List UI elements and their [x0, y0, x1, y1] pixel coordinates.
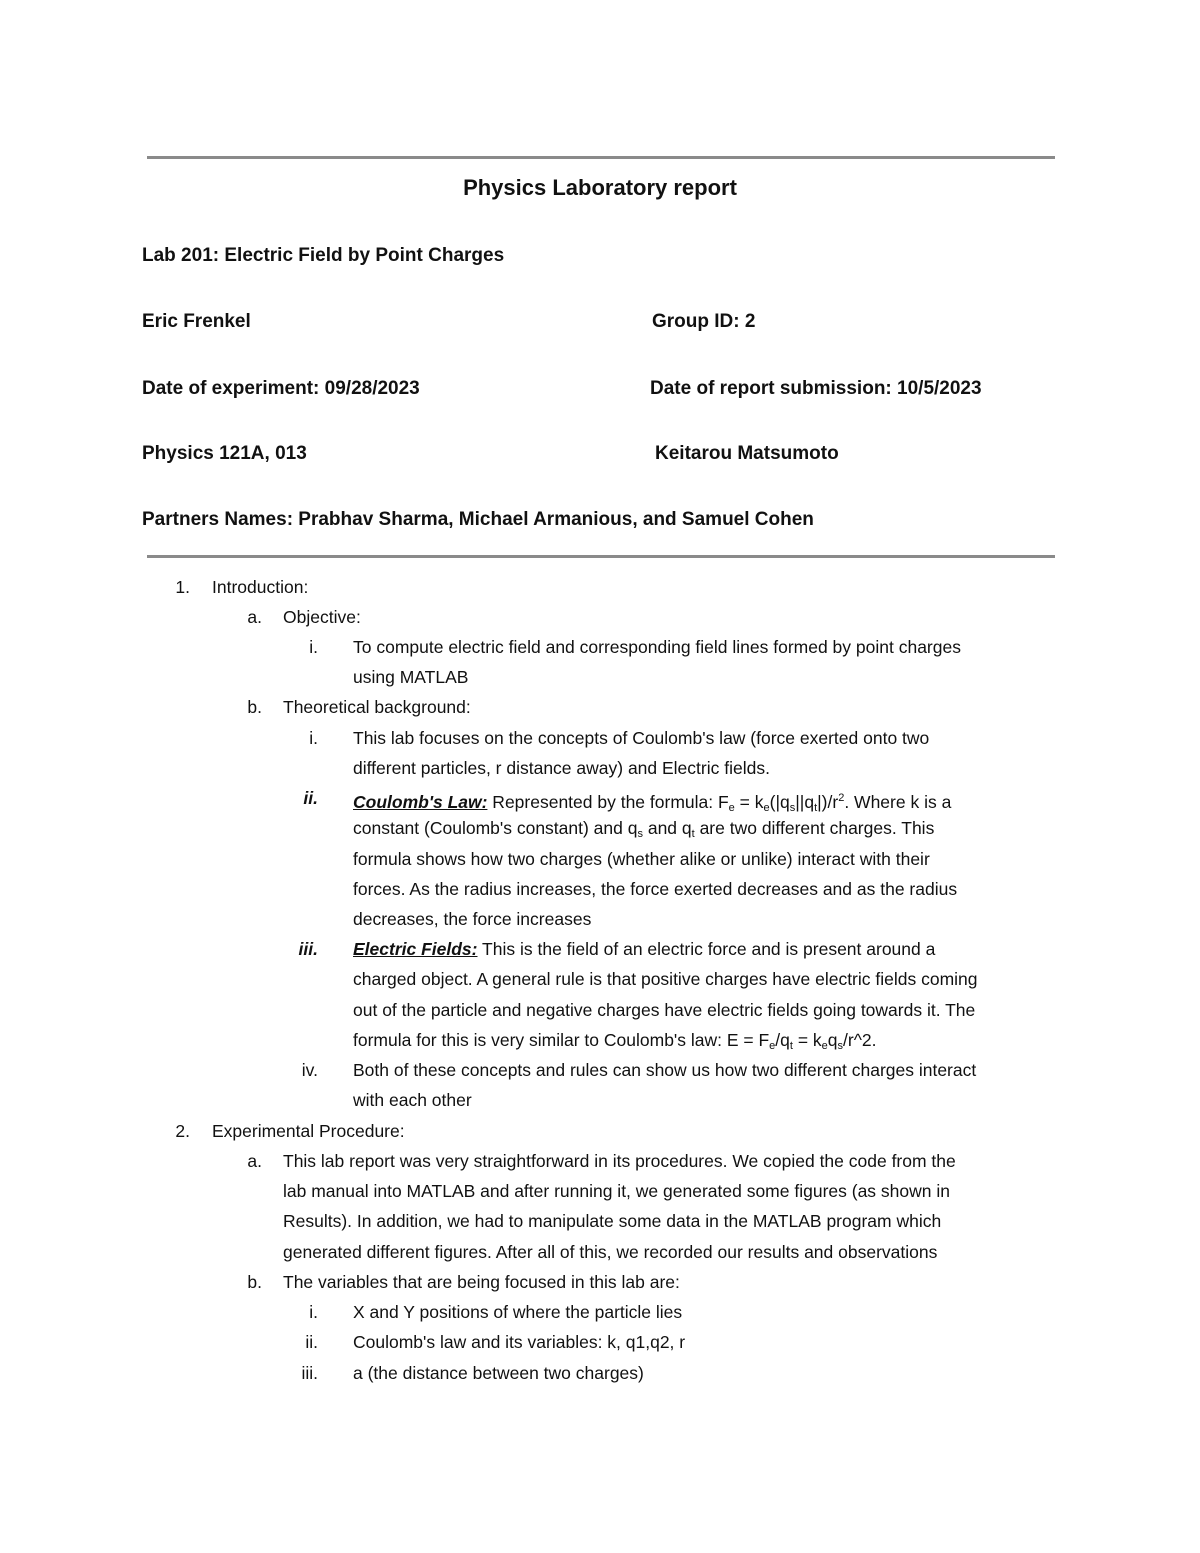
list-item-text: generated different figures. After all of this, we recorded our results and observations: [283, 1242, 938, 1262]
list-item-text: using MATLAB: [353, 667, 469, 687]
formula-text: (|q: [769, 792, 790, 812]
list-letter: b.: [247, 1272, 262, 1292]
student-name: Eric Frenkel: [142, 311, 251, 332]
list-item-text: This lab focuses on the concepts of Coulomb's law (force exerted onto two: [353, 728, 930, 748]
list-item-text: Coulomb's law and its variables: k, q1,q2, r: [353, 1332, 686, 1352]
superscript: 2: [838, 792, 845, 804]
list-item-text: forces. As the radius increases, the force exerted decreases and as the radius: [353, 879, 958, 899]
subscript: s: [789, 802, 796, 814]
subscript: s: [637, 828, 643, 840]
subscript: e: [728, 802, 735, 814]
list-number: 1.: [175, 577, 190, 597]
text-run: and q: [642, 818, 692, 838]
section-heading: Introduction:: [212, 577, 309, 597]
page-title: Physics Laboratory report: [463, 175, 737, 200]
list-item-text: X and Y positions of where the particle lies: [353, 1302, 683, 1322]
text-run: This is the field of an electric force and is present around a: [477, 939, 936, 959]
list-item-text: a (the distance between two charges): [353, 1363, 644, 1383]
text-run: q: [827, 1030, 838, 1050]
subscript: e: [769, 1040, 776, 1052]
list-letter: a.: [247, 1151, 262, 1171]
list-item-text: out of the particle and negative charges have electric fields going towards it. The: [353, 1000, 976, 1020]
subsection-heading: Objective:: [283, 607, 361, 627]
subsection-heading: Theoretical background:: [283, 697, 471, 717]
list-number: 2.: [175, 1121, 190, 1141]
formula-text: = k: [734, 792, 764, 812]
list-item-text: lab manual into MATLAB and after running it, we generated some figures (as shown in: [283, 1181, 950, 1201]
bottom-divider: [147, 555, 1055, 558]
instructor: Keitarou Matsumoto: [655, 443, 839, 464]
course: Physics 121A, 013: [142, 443, 307, 464]
text-run: /r^2.: [843, 1030, 877, 1050]
formula-text: . Where k is a: [844, 792, 952, 812]
subscript: t: [814, 802, 818, 814]
list-item-text: Both of these concepts and rules can show us how two different charges interact: [353, 1060, 977, 1080]
lab-title: Lab 201: Electric Field by Point Charges: [142, 245, 505, 266]
list-roman: i.: [309, 728, 318, 748]
partners-names: Partners Names: Prabhav Sharma, Michael Armanious, and Samuel Cohen: [142, 509, 814, 530]
subscript: t: [789, 1040, 793, 1052]
coulombs-law-label: Coulomb's Law:: [353, 792, 488, 812]
formula-text: Represented by the formula: F: [487, 792, 729, 812]
list-item-text: charged object. A general rule is that positive charges have electric fields coming: [353, 969, 978, 989]
list-roman: ii.: [303, 788, 318, 808]
list-item-text: This lab report was very straightforward in its procedures. We copied the code from the: [283, 1151, 956, 1171]
date-of-experiment: Date of experiment: 09/28/2023: [142, 378, 420, 399]
top-divider: [147, 156, 1055, 159]
section-heading: Experimental Procedure:: [212, 1121, 405, 1141]
group-id: Group ID: 2: [652, 311, 756, 332]
list-roman: iv.: [301, 1060, 318, 1080]
text-run: /q: [775, 1030, 790, 1050]
formula-text: ||q: [795, 792, 815, 812]
list-item-text: with each other: [353, 1090, 472, 1110]
list-item-text: formula shows how two charges (whether alike or unlike) interact with their: [353, 849, 930, 869]
electric-fields-label: Electric Fields:: [353, 939, 478, 959]
list-item-text: To compute electric field and corresponding field lines formed by point charges: [353, 637, 961, 657]
list-item-text: Results). In addition, we had to manipulate some data in the MATLAB program which: [283, 1211, 942, 1231]
list-roman: iii.: [301, 1363, 318, 1383]
formula-text: |)/r: [817, 792, 839, 812]
list-item-text: decreases, the force increases: [353, 909, 592, 929]
text-run: constant (Coulomb's constant) and q: [353, 818, 638, 838]
list-letter: b.: [247, 697, 262, 717]
text-run: are two different charges. This: [694, 818, 935, 838]
list-item-text: different particles, r distance away) and Electric fields.: [353, 758, 770, 778]
date-of-submission: Date of report submission: 10/5/2023: [650, 378, 982, 399]
text-run: formula for this is very similar to Coulomb's law: E = F: [353, 1030, 770, 1050]
list-roman: iii.: [298, 939, 318, 959]
list-roman: i.: [309, 1302, 318, 1322]
text-run: = k: [792, 1030, 822, 1050]
list-roman: i.: [309, 637, 318, 657]
subscript: t: [691, 828, 695, 840]
subscript: e: [763, 802, 770, 814]
list-roman: ii.: [305, 1332, 318, 1352]
list-item-text: The variables that are being focused in this lab are:: [283, 1272, 680, 1292]
electric-fields-line: [353, 934, 935, 964]
list-letter: a.: [247, 607, 262, 627]
subscript: e: [821, 1040, 828, 1052]
subscript: s: [837, 1040, 844, 1052]
